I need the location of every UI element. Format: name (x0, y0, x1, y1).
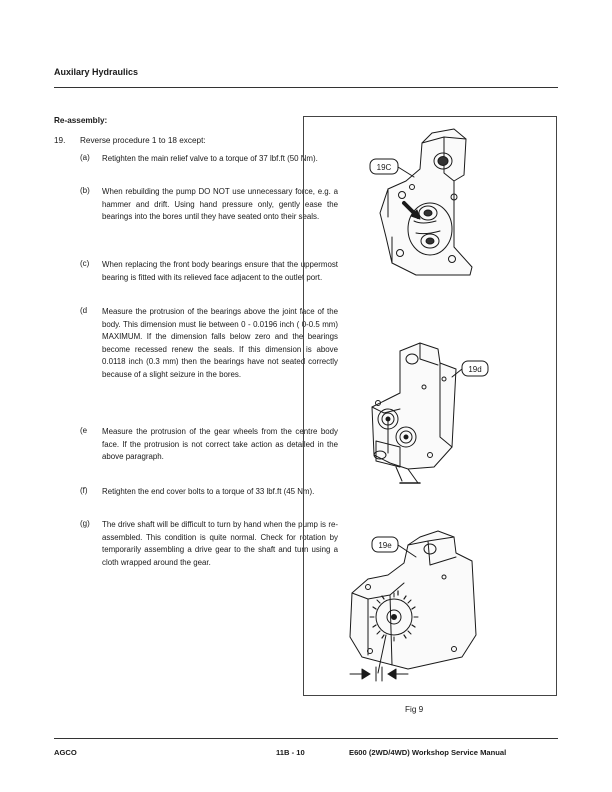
callout-19c: 19C (376, 163, 392, 172)
callout-19d: 19d (468, 365, 482, 374)
substep-text: The drive shaft will be difficult to turn by hand when the pump is re-assembled. This condition is quite normal. Check for rotation by temporarily assembling a drive gear to the shaft and turn using a cloth wrapped around the gear. (102, 520, 338, 567)
pump-side-drawing (372, 343, 456, 483)
footer-brand: AGCO (54, 748, 77, 757)
substep-text: Measure the protrusion of the bearings above the joint face of the body. This dimension must lie between 0 - 0.0196 inch ( 0-0.5 mm) MAXIMUM. If the dimension falls below zero and the bearings become recessed renew the seals. If this dimension is above 0.0118 inch (0.3 mm) then the bearings have not seated correctly because of a slight seizure in the bores. (102, 307, 338, 379)
callout-19e: 19e (378, 541, 392, 550)
footer-manual-title: E600 (2WD/4WD) Workshop Service Manual (349, 748, 507, 757)
substep-text: Measure the protrusion of the gear wheels from the centre body face. If the protrusion is not correct take action as detailed in the above paragraph. (102, 427, 338, 462)
reassembly-heading: Re-assembly: (54, 116, 108, 125)
substep-text: When rebuilding the pump DO NOT use unnecessary force, e.g. a hammer and drift. Using hand pressure only, gently ease the bearings into the bores until they have seated onto their seals. (102, 187, 338, 222)
pump-gear-drawing (350, 531, 476, 673)
substep-label: (a) (80, 153, 90, 162)
substep-text: Retighten the main relief valve to a torque of 37 lbf.ft (50 Nm). (102, 154, 318, 163)
figure-caption: Fig 9 (405, 705, 424, 714)
substep-text: Retighten the end cover bolts to a torque of 33 lbf.ft (45 Nm). (102, 487, 315, 496)
footer-page-number: 11B - 10 (276, 748, 305, 757)
substep-label: (b) (80, 186, 90, 195)
header-divider (54, 87, 558, 88)
step-number: 19. (54, 136, 66, 145)
pump-body-drawing (380, 129, 472, 275)
substep-label: (e (80, 426, 88, 435)
substep-text: When replacing the front body bearings ensure that the uppermost bearing is fitted with its relieved face adjacent to the outlet port. (102, 260, 338, 282)
step-text: Reverse procedure 1 to 18 except: (80, 136, 206, 145)
figure-frame (303, 116, 557, 696)
section-header-title: Auxilary Hydraulics (54, 67, 139, 77)
substep-label: (c) (80, 259, 90, 268)
footer-divider (54, 738, 558, 739)
substep-label: (g) (80, 519, 90, 528)
substep-label: (f) (80, 486, 88, 495)
substep-label: (d (80, 306, 88, 315)
pump-illustration (304, 117, 558, 697)
